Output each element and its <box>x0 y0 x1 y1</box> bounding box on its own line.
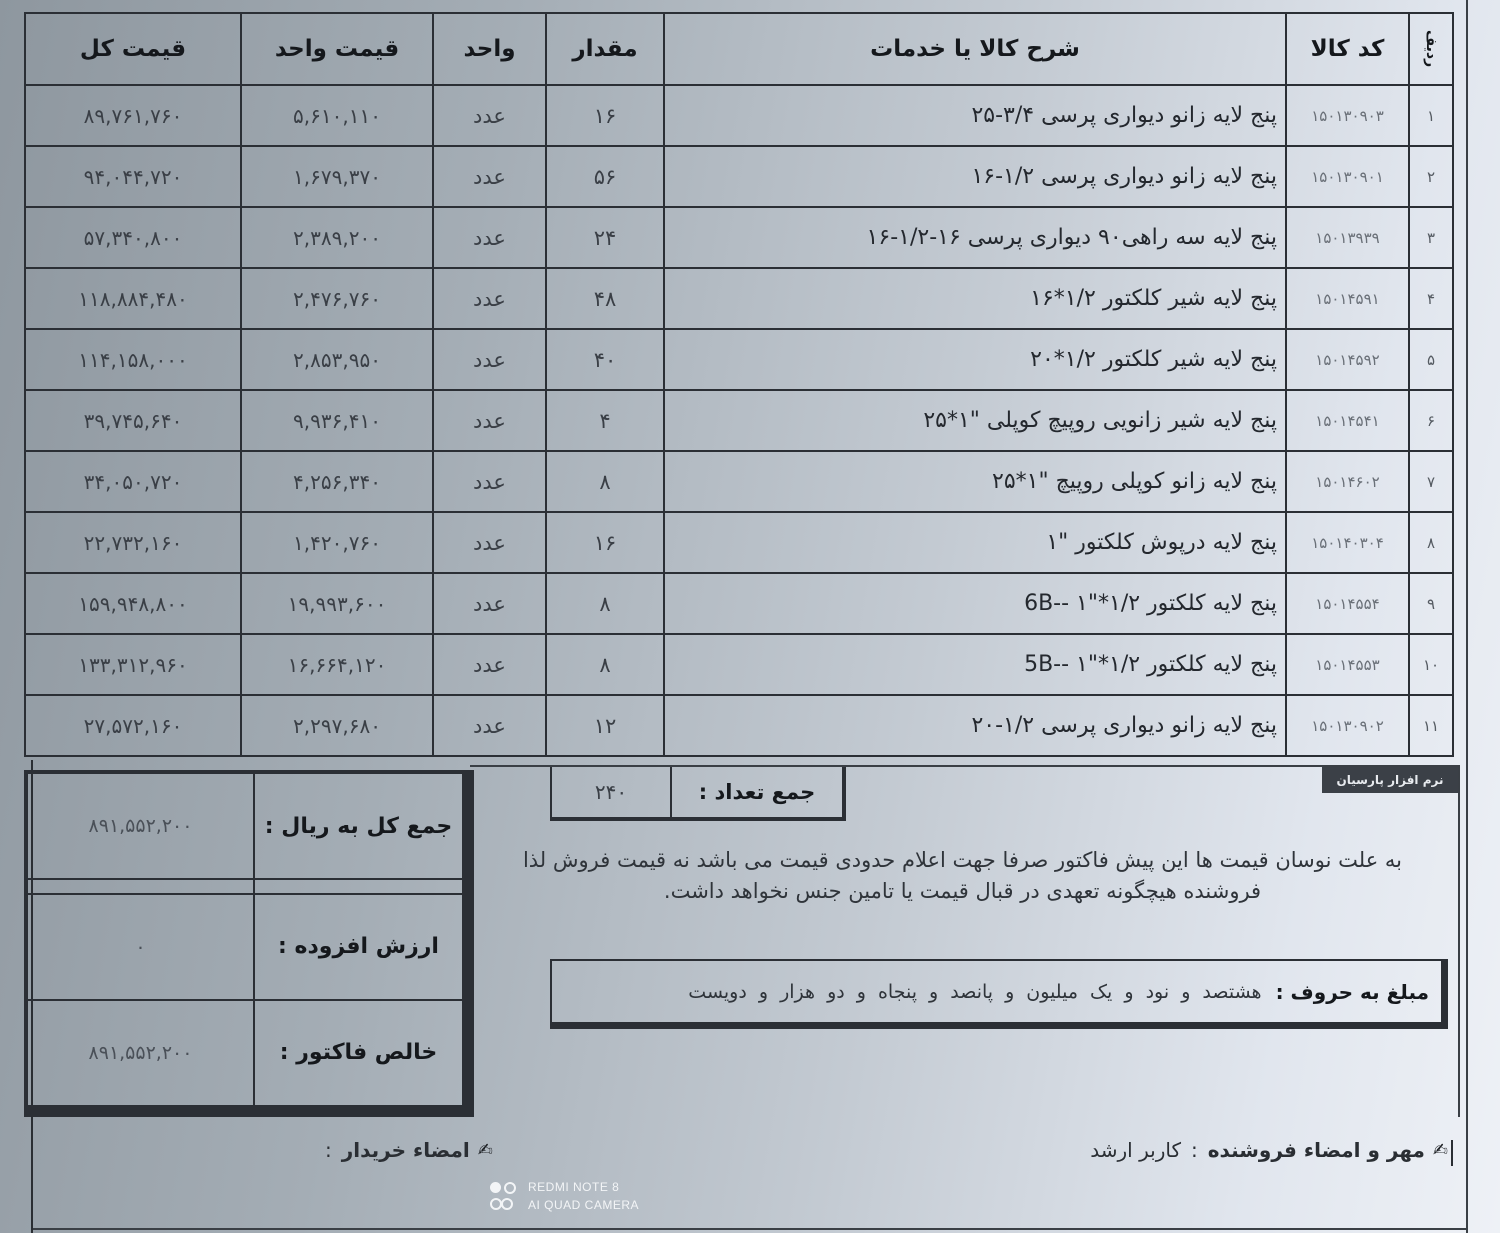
cell-row-number: ۳ <box>1409 207 1453 268</box>
cell-row-number: ۷ <box>1409 451 1453 512</box>
cell-unit-price: ۲,۴۷۶,۷۶۰ <box>241 268 433 329</box>
table-row <box>25 329 1453 390</box>
cell-unit-price: ۲,۲۹۷,۶۸۰ <box>241 695 433 756</box>
cell-description: پنج لایه سه راهی۹۰ دیواری پرسی ۱۶-۱/۲-۱۶ <box>664 207 1286 268</box>
cell-unit: عدد <box>433 85 546 146</box>
cell-unit-price: ۲,۸۵۳,۹۵۰ <box>241 329 433 390</box>
cell-unit: عدد <box>433 207 546 268</box>
table-row <box>25 207 1453 268</box>
cell-unit: عدد <box>433 390 546 451</box>
table-row <box>25 695 1453 756</box>
cell-total-price: ۳۹,۷۴۵,۶۴۰ <box>25 390 241 451</box>
cell-code: ۱۵۰۱۴۰۳۰۴ <box>1286 512 1409 573</box>
blank-value <box>27 879 254 894</box>
cell-unit: عدد <box>433 329 546 390</box>
cell-quantity: ۸ <box>546 573 664 634</box>
cell-row-number: ۴ <box>1409 268 1453 329</box>
cell-unit: عدد <box>433 695 546 756</box>
cell-description: پنج لایه شیر کلکتور ۱/۲*۲۰ <box>664 329 1286 390</box>
cell-quantity: ۸ <box>546 634 664 695</box>
header-row-number: ردیف <box>1409 13 1453 85</box>
cell-description: پنج لایه درپوش کلکتور "۱ <box>664 512 1286 573</box>
grand-total-label: جمع کل به ریال : <box>254 773 463 879</box>
cell-description: پنج لایه زانو دیواری پرسی ۱/۲-۱۶ <box>664 146 1286 207</box>
cell-quantity: ۱۶ <box>546 512 664 573</box>
cell-quantity: ۱۲ <box>546 695 664 756</box>
cell-total-price: ۱۱۴,۱۵۸,۰۰۰ <box>25 329 241 390</box>
cell-row-number: ۶ <box>1409 390 1453 451</box>
camera-lens-icon <box>490 1179 520 1213</box>
cell-unit: عدد <box>433 573 546 634</box>
amount-in-words-value: هشتصد و نود و یک میلیون و پانصد و پنجاه و دو هزار و دویست <box>688 980 1262 1003</box>
amount-in-words-box <box>550 959 1448 1029</box>
total-count-value: ۲۴۰ <box>594 780 628 804</box>
seller-signature <box>1090 1138 1448 1162</box>
page-border-right <box>1466 0 1468 1233</box>
signature-pen-icon: ✍ <box>1432 1139 1448 1161</box>
table-row <box>25 573 1453 634</box>
header-description: شرح کالا یا خدمات <box>664 13 1286 85</box>
cell-unit-price: ۱,۴۲۰,۷۶۰ <box>241 512 433 573</box>
cell-row-number: ۱۰ <box>1409 634 1453 695</box>
totals-box <box>24 770 474 1117</box>
net-total-row <box>27 1000 463 1106</box>
table-row <box>25 451 1453 512</box>
cell-description: پنج لایه کلکتور ۱/۲*"۱ --5B <box>664 634 1286 695</box>
cell-total-price: ۲۷,۵۷۲,۱۶۰ <box>25 695 241 756</box>
cell-unit-price: ۱۶,۶۶۴,۱۲۰ <box>241 634 433 695</box>
amount-in-words-label: مبلغ به حروف : <box>1275 979 1429 1004</box>
cell-quantity: ۴ <box>546 390 664 451</box>
table-row <box>25 268 1453 329</box>
cell-code: ۱۵۰۱۴۵۹۲ <box>1286 329 1409 390</box>
signature-pen-icon: ✍ <box>477 1139 493 1161</box>
vat-label: ارزش افزوده : <box>254 894 463 1000</box>
blank-row <box>27 879 463 894</box>
watermark-line-1: REDMI NOTE 8 <box>528 1180 620 1194</box>
buyer-signature <box>315 1138 493 1162</box>
cell-quantity: ۸ <box>546 451 664 512</box>
seller-signature-value: کاربر ارشد <box>1090 1138 1181 1162</box>
camera-watermark <box>490 1178 639 1214</box>
total-count-box <box>550 767 846 821</box>
cell-unit-price: ۱,۶۷۹,۳۷۰ <box>241 146 433 207</box>
vat-value: ۰ <box>27 894 254 1000</box>
total-count-label: جمع تعداد : <box>670 767 842 817</box>
table-row <box>25 146 1453 207</box>
cell-unit-price: ۲,۳۸۹,۲۰۰ <box>241 207 433 268</box>
cell-description: پنج لایه شیر کلکتور ۱/۲*۱۶ <box>664 268 1286 329</box>
header-code: کد کالا <box>1286 13 1409 85</box>
cell-row-number: ۸ <box>1409 512 1453 573</box>
table-row <box>25 512 1453 573</box>
cell-quantity: ۴۸ <box>546 268 664 329</box>
seller-signature-separator: : <box>1190 1138 1198 1162</box>
table-row <box>25 634 1453 695</box>
cell-code: ۱۵۰۱۳۹۳۹ <box>1286 207 1409 268</box>
cell-row-number: ۹ <box>1409 573 1453 634</box>
cell-total-price: ۸۹,۷۶۱,۷۶۰ <box>25 85 241 146</box>
header-unit-price: قیمت واحد <box>241 13 433 85</box>
buyer-signature-label: امضاء خریدار <box>341 1138 470 1162</box>
cell-unit: عدد <box>433 634 546 695</box>
page-border-bottom <box>33 1228 1466 1230</box>
cell-description: پنج لایه کلکتور ۱/۲*"۱ --6B <box>664 573 1286 634</box>
cell-code: ۱۵۰۱۳۰۹۰۲ <box>1286 695 1409 756</box>
cell-unit-price: ۱۹,۹۹۳,۶۰۰ <box>241 573 433 634</box>
cell-row-number: ۱۱ <box>1409 695 1453 756</box>
cell-unit: عدد <box>433 512 546 573</box>
cell-quantity: ۱۶ <box>546 85 664 146</box>
software-brand-badge: نرم افزار پارسیان <box>1322 767 1458 793</box>
cell-description: پنج لایه زانو دیواری پرسی ۱/۲-۲۰ <box>664 695 1286 756</box>
cell-unit-price: ۹,۹۳۶,۴۱۰ <box>241 390 433 451</box>
price-disclaimer: به علت نوسان قیمت ها این پیش فاکتور صرفا جهت اعلام حدودی قیمت می باشد نه قیمت فروش لذا فروشنده هیچگونه تعهدی در قبال قیمت یا تامین جنس نخواهد داشت. <box>522 848 1403 903</box>
cell-row-number: ۵ <box>1409 329 1453 390</box>
cell-code: ۱۵۰۱۴۵۴۱ <box>1286 390 1409 451</box>
header-unit: واحد <box>433 13 546 85</box>
cell-description: پنج لایه شیر زانویی روپیچ کوپلی "۱*۲۵ <box>664 390 1286 451</box>
grand-total-row <box>27 773 463 879</box>
cell-total-price: ۱۱۸,۸۸۴,۴۸۰ <box>25 268 241 329</box>
header-quantity: مقدار <box>546 13 664 85</box>
cell-code: ۱۵۰۱۳۰۹۰۳ <box>1286 85 1409 146</box>
cell-quantity: ۵۶ <box>546 146 664 207</box>
table-row <box>25 85 1453 146</box>
cell-description: پنج لایه زانو دیواری پرسی ۳/۴-۲۵ <box>664 85 1286 146</box>
cell-quantity: ۲۴ <box>546 207 664 268</box>
cell-row-number: ۲ <box>1409 146 1453 207</box>
cell-code: ۱۵۰۱۴۵۵۳ <box>1286 634 1409 695</box>
blank-label <box>254 879 463 894</box>
cell-total-price: ۹۴,۰۴۴,۷۲۰ <box>25 146 241 207</box>
table-row <box>25 390 1453 451</box>
cell-unit-price: ۵,۶۱۰,۱۱۰ <box>241 85 433 146</box>
vat-row <box>27 894 463 1000</box>
cell-code: ۱۵۰۱۴۵۹۱ <box>1286 268 1409 329</box>
cell-code: ۱۵۰۱۴۵۵۴ <box>1286 573 1409 634</box>
cell-unit-price: ۴,۲۵۶,۳۴۰ <box>241 451 433 512</box>
table-header-row <box>25 13 1453 85</box>
cell-total-price: ۵۷,۳۴۰,۸۰۰ <box>25 207 241 268</box>
net-total-label: خالص فاکتور : <box>254 1000 463 1106</box>
cell-unit: عدد <box>433 268 546 329</box>
cell-description: پنج لایه زانو کوپلی روپیچ "۱*۲۵ <box>664 451 1286 512</box>
cell-total-price: ۳۴,۰۵۰,۷۲۰ <box>25 451 241 512</box>
cell-row-number: ۱ <box>1409 85 1453 146</box>
cell-code: ۱۵۰۱۴۶۰۲ <box>1286 451 1409 512</box>
cell-unit: عدد <box>433 146 546 207</box>
cell-total-price: ۱۵۹,۹۴۸,۸۰۰ <box>25 573 241 634</box>
header-total-price: قیمت کل <box>25 13 241 85</box>
grand-total-value: ۸۹۱,۵۵۲,۲۰۰ <box>27 773 254 879</box>
buyer-signature-separator: : <box>325 1138 332 1162</box>
cell-total-price: ۲۲,۷۳۲,۱۶۰ <box>25 512 241 573</box>
cell-unit: عدد <box>433 451 546 512</box>
cell-code: ۱۵۰۱۳۰۹۰۱ <box>1286 146 1409 207</box>
seller-signature-label: مهر و امضاء فروشنده <box>1207 1138 1425 1162</box>
notice-panel <box>470 765 1460 1117</box>
invoice-items-table <box>24 12 1454 757</box>
signature-divider <box>1451 1140 1453 1166</box>
net-total-value: ۸۹۱,۵۵۲,۲۰۰ <box>27 1000 254 1106</box>
cell-total-price: ۱۳۳,۳۱۲,۹۶۰ <box>25 634 241 695</box>
cell-quantity: ۴۰ <box>546 329 664 390</box>
watermark-line-2: AI QUAD CAMERA <box>528 1198 640 1212</box>
